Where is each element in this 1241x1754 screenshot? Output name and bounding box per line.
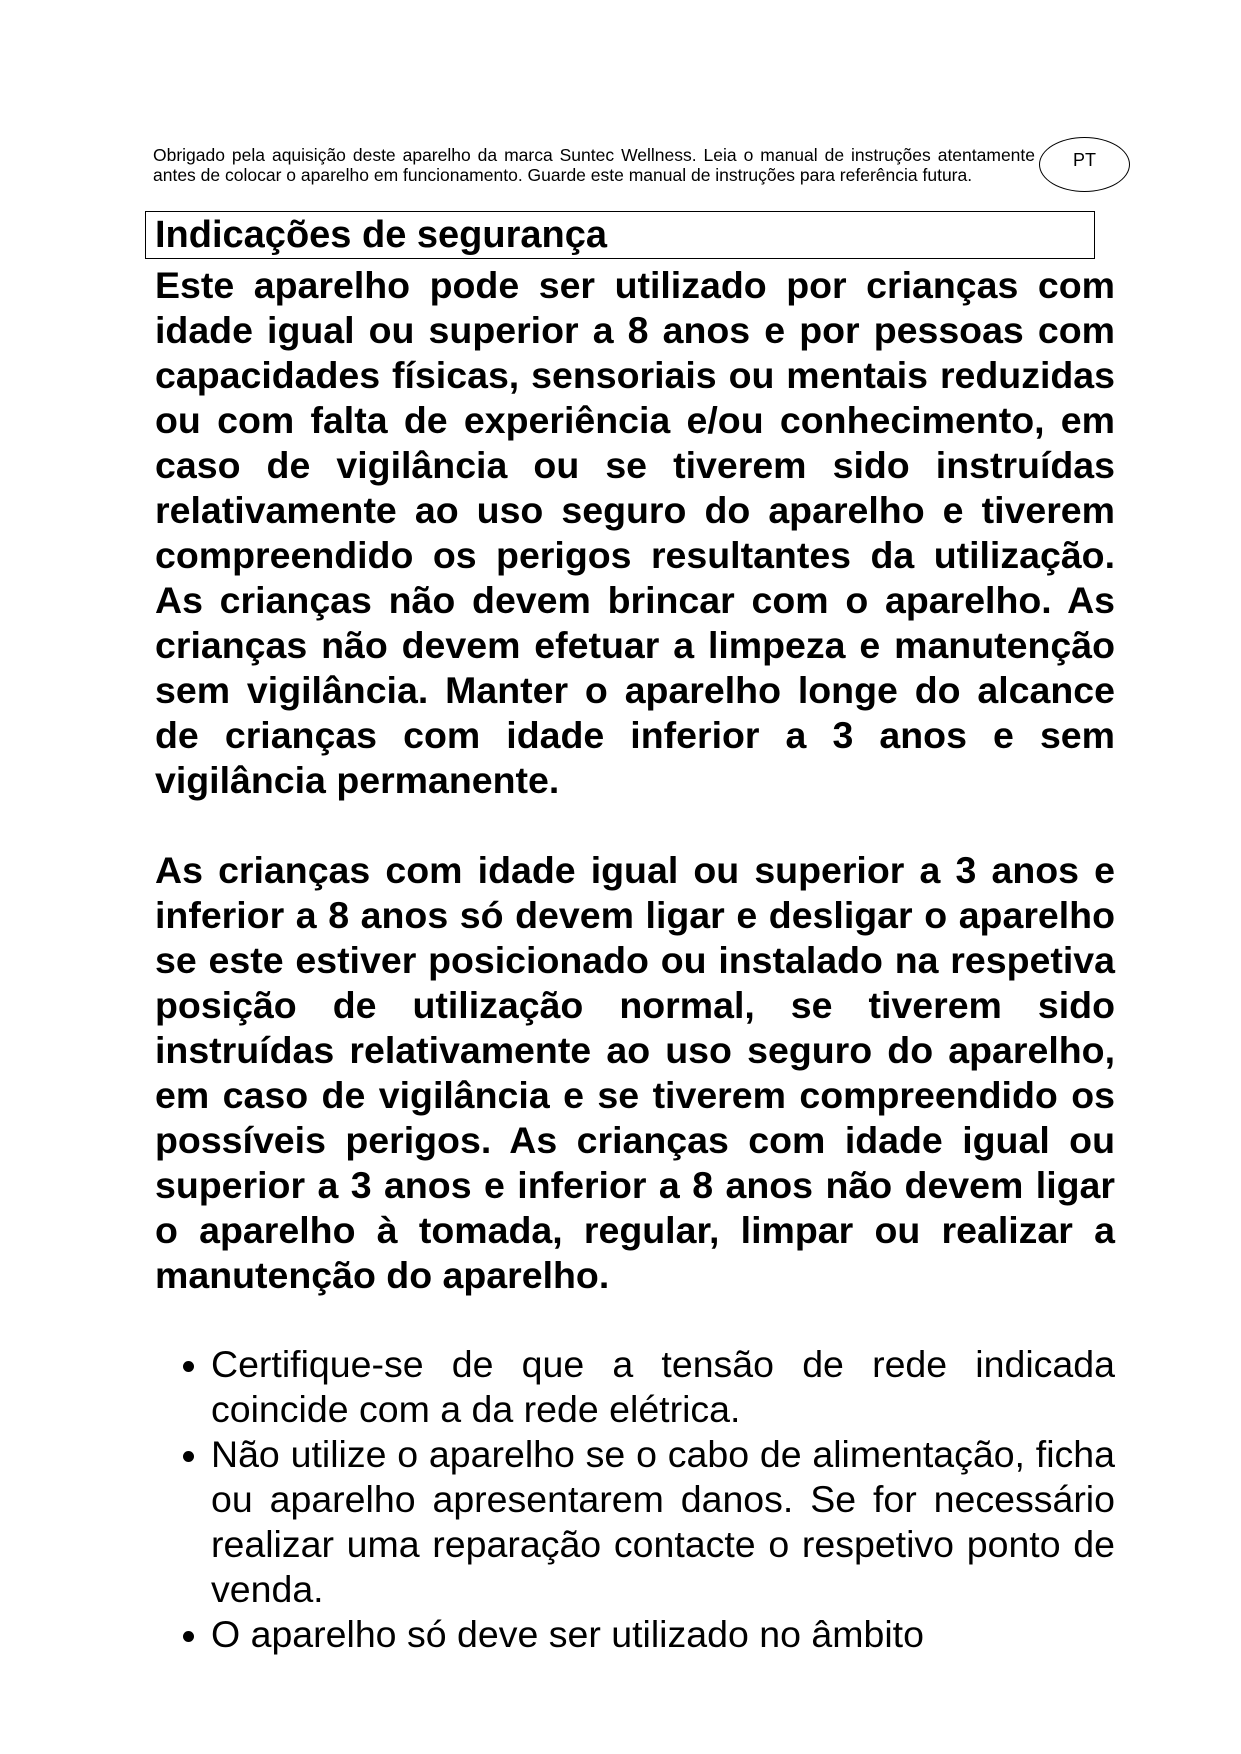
list-item <box>155 1342 1115 1432</box>
section-title: Indicações de segurança <box>155 214 607 256</box>
list-item <box>155 1432 1115 1612</box>
bullet-dot-icon <box>183 1631 194 1642</box>
list-item <box>155 1612 1115 1657</box>
bullet-dot-icon <box>183 1451 194 1462</box>
language-badge <box>1039 137 1130 192</box>
list-item-text: O aparelho só deve ser utilizado no âmbito <box>211 1613 924 1655</box>
intro-text: Obrigado pela aquisição deste aparelho da marca Suntec Wellness. Leia o manual de instruções atentamente antes de colocar o aparelho em funcionamento. Guarde este manual de instruções para referência futura. <box>153 145 1035 185</box>
safety-paragraph-children-8: Este aparelho pode ser utilizado por crianças com idade igual ou superior a 8 anos e por pessoas com capacidades físicas, sensoriais ou mentais reduzidas ou com falta de experiência e/ou conhecimento, em caso de vigilância ou se tiverem sido instruídas relativamente ao uso seguro do aparelho e tiverem compreendido os perigos resultantes da utilização. As crianças não devem brincar com o aparelho. As crianças não devem efetuar a limpeza e manutenção sem vigilância. Manter o aparelho longe do alcance de crianças com idade inferior a 3 anos e sem vigilância permanente. <box>155 264 1115 801</box>
list-item-text: Certifique-se de que a tensão de rede indicada coincide com a da rede elétrica. <box>211 1343 1115 1430</box>
safety-bullet-list <box>155 1342 1115 1657</box>
language-badge-label: PT <box>1072 150 1096 170</box>
list-item-text: Não utilize o aparelho se o cabo de alimentação, ficha ou aparelho apresentarem danos. Se for necessário realizar uma reparação contacte o respetivo ponto de venda. <box>211 1433 1115 1610</box>
bullet-dot-icon <box>183 1361 194 1372</box>
safety-paragraph-children-3-8: As crianças com idade igual ou superior a 3 anos e inferior a 8 anos só devem ligar e desligar o aparelho se este estiver posicionado ou instalado na respetiva posição de utilização normal, se tiverem sido instruídas relativamente ao uso seguro do aparelho, em caso de vigilância e se tiverem compreendido os possíveis perigos. As crianças com idade igual ou superior a 3 anos e inferior a 8 anos não devem ligar o aparelho à tomada, regular, limpar ou realizar a manutenção do aparelho. <box>155 849 1115 1296</box>
